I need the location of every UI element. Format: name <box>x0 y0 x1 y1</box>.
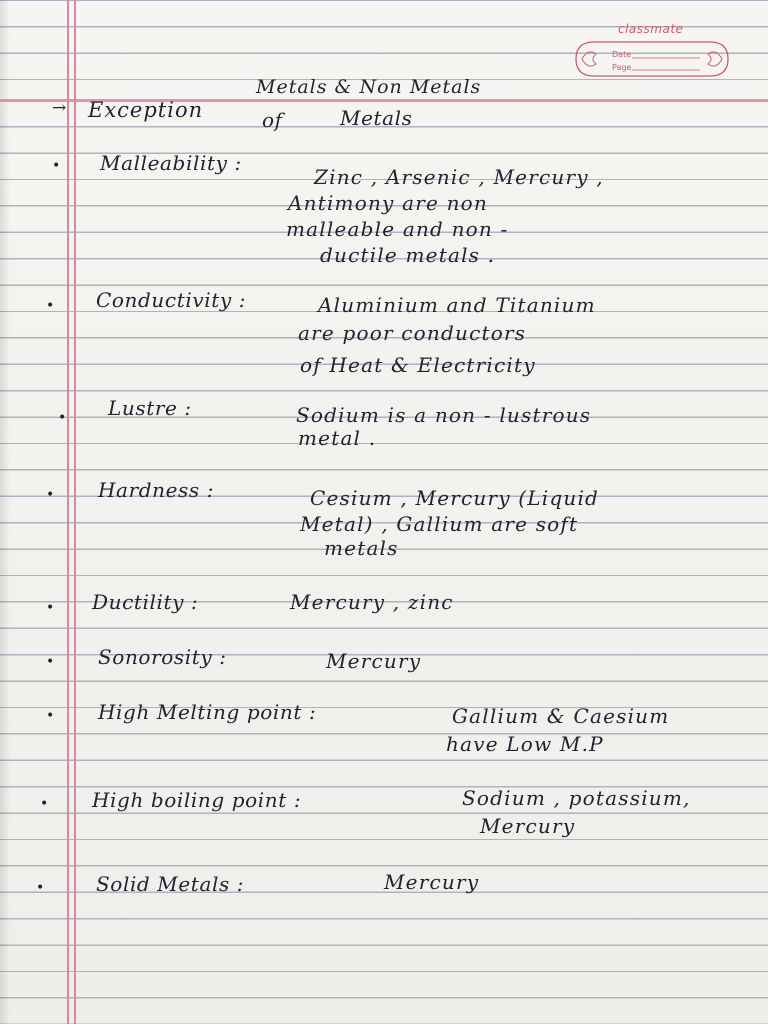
margin-line <box>67 0 69 1024</box>
bullet-dot: • <box>40 796 49 812</box>
property-value-line: Sodium , potassium, <box>462 786 691 810</box>
property-value-line: Antimony are non <box>288 191 488 215</box>
bullet-dot: • <box>46 487 55 503</box>
property-value-line: Mercury <box>384 870 480 894</box>
arrow-icon: → <box>52 98 67 118</box>
property-value-line: metal . <box>298 426 377 450</box>
property-label: Malleability : <box>100 151 242 175</box>
property-value-line: Cesium , Mercury (Liquid <box>310 486 600 510</box>
property-label: High Melting point : <box>98 700 317 724</box>
bullet-dot: • <box>46 708 55 724</box>
property-value-line: Gallium & Caesium <box>452 704 670 728</box>
bullet-dot: • <box>46 654 55 670</box>
property-label: High boiling point : <box>92 788 302 812</box>
property-value-line: Mercury <box>480 814 576 838</box>
property-label: Ductility : <box>92 590 199 614</box>
property-value-line: Metal) , Gallium are soft <box>300 512 579 536</box>
date-page-box <box>572 36 732 82</box>
margin-line <box>74 0 76 1024</box>
date-label: Date <box>612 50 632 59</box>
bullet-dot: • <box>36 880 45 896</box>
brand-logo: classmate <box>618 22 684 36</box>
page-label: Page <box>612 63 632 72</box>
property-value-line: Mercury <box>326 649 422 673</box>
subtitle-metals: Metals <box>340 106 413 130</box>
property-label: Sonorosity : <box>98 645 227 669</box>
property-value-line: have Low M.P <box>446 732 604 756</box>
property-value-line: of Heat & Electricity <box>300 353 536 377</box>
subtitle: Exception <box>88 98 204 122</box>
property-label: Lustre : <box>108 396 192 420</box>
bullet-dot: • <box>46 600 55 616</box>
property-value-line: Zinc , Arsenic , Mercury , <box>314 165 604 189</box>
property-label: Conductivity : <box>96 288 247 312</box>
property-value-line: ductile metals . <box>320 243 496 267</box>
property-value-line: Sodium is a non - lustrous <box>296 403 592 427</box>
subtitle-of: of <box>262 108 283 132</box>
bullet-dot: • <box>58 410 67 426</box>
property-value-line: Mercury , zinc <box>290 590 454 614</box>
date-box-outline-icon <box>572 36 732 82</box>
bullet-dot: • <box>52 158 61 174</box>
property-label: Hardness : <box>98 478 215 502</box>
property-value-line: Aluminium and Titanium <box>318 293 596 317</box>
property-value-line: malleable and non - <box>286 217 509 241</box>
bullet-dot: • <box>46 298 55 314</box>
property-value-line: metals <box>324 536 399 560</box>
property-value-line: are poor conductors <box>298 321 527 345</box>
property-label: Solid Metals : <box>96 872 245 896</box>
page-title: Metals & Non Metals <box>256 76 482 98</box>
